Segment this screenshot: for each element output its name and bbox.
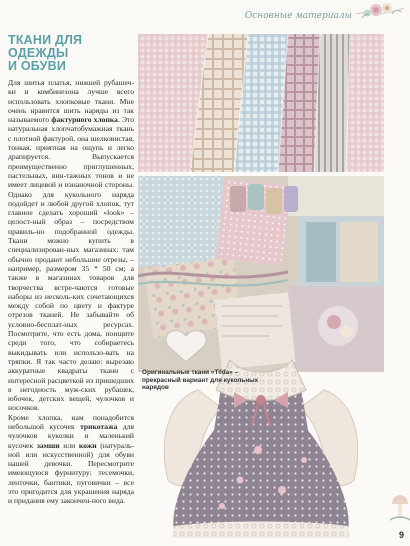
page-header — [0, 0, 410, 28]
section-heading — [8, 34, 134, 73]
paragraph-2-part-g: (натураль-ной или искусственной) для обуви нашей девочки. Пересмотрите имеющуюся фурнитуру: тесемочки, ленточки, бантики, пуговички – все это пригодится для украшения наряда и придания ему закончен-ного вида. — [8, 440, 134, 506]
flower-ornament-icon — [356, 0, 404, 24]
doll-dress-photo — [138, 330, 384, 540]
heading-line-2: И ОБУВИ — [8, 59, 67, 73]
page-number: 9 — [398, 530, 404, 540]
paragraph-2-part-a: Кроме хлопка, нам понадобится небольшой кусочек — [8, 412, 134, 431]
paragraph-2-part-e: или — [59, 440, 79, 450]
term-knitwear: трикотажа — [80, 421, 118, 431]
photo-caption: Оригинальные ткани «Tilda» – прекрасный вариант для кукольных нарядов — [142, 369, 259, 392]
term-suede: замши — [36, 440, 60, 450]
folded-fabrics-photo — [138, 34, 384, 172]
article-text — [8, 34, 134, 506]
fabric-stack-illustration — [138, 34, 384, 172]
term-textured-cotton: фактурного хлопка — [51, 115, 118, 125]
paragraph-1-part-a: Для шитья платья, нижней рубашеч-ки и комбинезона лучше всего использовать хлопковые ткани. Мне очень нравится шить наряды из так называемого — [8, 78, 134, 125]
paragraph-2 — [8, 413, 134, 506]
mushroom-ornament-icon — [390, 486, 410, 526]
paragraph-2-part-c: для чулочков куколки и маленький кусочек — [8, 421, 134, 450]
running-head: Основные материалы — [244, 11, 352, 21]
doll-dress-illustration — [138, 330, 384, 540]
term-leather: кожи — [78, 440, 97, 450]
paragraph-1 — [8, 78, 134, 413]
paragraph-1-part-c: . Это натуральная хлопчатобумажная ткань с плотной фактурой, она шелковистая, тонкая, приятная на ощупь и легко драпируется. Выпускается преимущественно приглушенных, пастельных, вин-тажных тонов и не имеет лицевой и изнаночной стороны. Однако для кукольного наряда подойдет и любой другой хлопок, тут главное сделать хороший «look» – целост-ный образ – посредством правиль-но подобранной одежды. Ткани можно купить в специализирован-ных магазинах: там обычно продают небольшие отрезы, – например, размером 35 * 50 см; а также в магазинах товаров для творчества встре-чаются готовые наборы из несколь-ких сочетающихся между собой по цвету и фактуре отрезов тканей. Не забывайте об условно-бесплат-ных ресурсах. Посмотрите, что есть дома, поищите среди того, что собираетесь выкидывать или использо-вать на тряпки. Я так часто делаю: вырезаю аккуратные квадраты ткани с интересной расцветкой из пришедших в негодность муж-ских рубашек, юбочек, детских вещей, чулочков и носочков. — [8, 115, 134, 413]
heading-line-1: ТКАНИ ДЛЯ ОДЕЖДЫ — [8, 33, 83, 60]
